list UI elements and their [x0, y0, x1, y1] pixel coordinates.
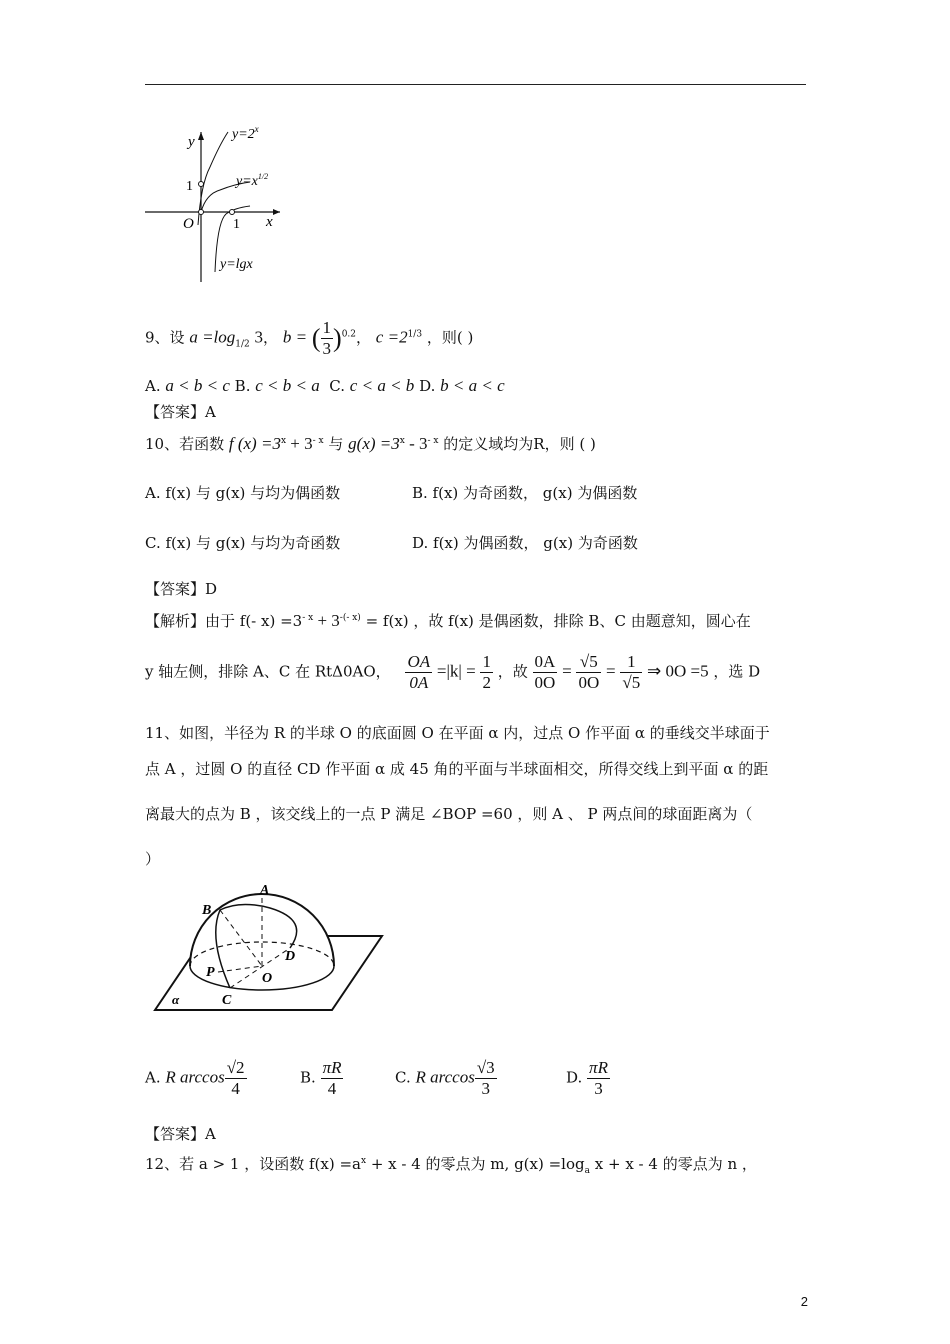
q11-line2: 点 A ，过圆 O 的直径 CD 作平面 α 成 45 角的平面与半球面相交，所得交线上到平面 α 的距 — [145, 760, 769, 778]
sqrt-curve-label: $y=x^{1/2}$ — [236, 172, 269, 189]
y-label: y — [188, 134, 195, 150]
q11-line4: ） — [145, 850, 161, 868]
point-0-1 — [199, 182, 204, 187]
q9-options: A. a < b < c B. c < b < a C. c < a < b D. b < a < c — [145, 376, 505, 395]
y-one-label: 1 — [186, 179, 193, 194]
point-origin — [199, 210, 204, 215]
svg-text:O: O — [262, 971, 273, 986]
hemisphere-figure — [150, 878, 390, 1018]
svg-text:A: A — [260, 883, 270, 898]
q11-options: A. R arccos $\frac{√2}{4}$ — [145, 1058, 245, 1098]
q9-answer: 【答案】A — [145, 403, 216, 421]
q11-line1: 11、如图，半径为 R 的半球 O 的底面圆 O 在平面 α 内，过点 O 作平面 α 的垂线交半球面于 — [145, 724, 770, 742]
q11-option-c: C. R arccos $\frac{√3}{3}$ — [395, 1058, 495, 1098]
page-number: 2 — [800, 1294, 808, 1309]
q10-analysis-line2: y 轴左侧，排除 A、C 在 RtΔ0AO， $\frac{OA}{0A}$ =|k| = $\frac{1}{2}$ ，故 $\frac{0A}{0O}$ = $\frac{√5}{0O}$ = $\frac{1}{√5}$ ⇒ 0O =5 ，选 D — [145, 652, 761, 692]
q10-option-d: D. f(x) 为偶函数， g(x) 为奇函数 — [412, 534, 638, 552]
q11-line3: 离最大的点为 B ，该交线上的一点 P 满足 ∠BOP =60 ，则 A 、 P 两点间的球面距离为（ — [145, 805, 753, 823]
exp-curve-label: $y=2^x$ — [232, 124, 259, 142]
q11-option-d: D. $\frac{\pi R}{3}$ — [566, 1058, 608, 1098]
y-axis-arrow-icon — [198, 132, 204, 140]
q11-answer: 【答案】A — [145, 1125, 216, 1143]
q10-stem: 10、若函数 f $(x) =3^x + 3^{- x}$ 与 $g(x) =3^x - 3^{- x}$ 的定义域均为R，则 ( ) — [145, 434, 596, 453]
q10-option-a: A. f(x) 与 g(x) 与均为偶函数 — [145, 484, 341, 502]
x-one-label: 1 — [233, 217, 240, 232]
log-curve-label: y=lgx — [220, 257, 253, 272]
svg-text:P: P — [206, 965, 215, 980]
q11-option-b: B. $\frac{\pi R}{4}$ — [300, 1058, 342, 1098]
q10-option-b: B. f(x) 为奇函数， g(x) 为偶函数 — [412, 484, 638, 502]
origin-label: O — [183, 216, 194, 232]
q9-stem: 9、设 $a =\log_{1/2}$ 3， b = ( $\frac{1}{3}$ )$^{0.2}$， $c =2^{1/3}$ ，则( ) — [145, 318, 474, 358]
b-fraction: $\frac{1}{3}$ — [322, 318, 332, 358]
svg-text:B: B — [202, 903, 212, 918]
svg-text:C: C — [222, 993, 232, 1008]
q10-answer: 【答案】D — [145, 580, 218, 598]
header-rule — [145, 84, 806, 85]
x-axis-arrow-icon — [273, 209, 280, 215]
function-graph — [140, 122, 290, 287]
q12-stem: 12、若 a > 1 ，设函数 $f(x) =a^x + x - 4$ 的零点为 m, $g(x) =\log_a$ x + x - 4 的零点为 n ， — [145, 1155, 757, 1176]
svg-text:α: α — [172, 992, 180, 1007]
q10-option-c: C. f(x) 与 g(x) 与均为奇函数 — [145, 534, 341, 552]
svg-text:D: D — [285, 949, 296, 964]
point-1-0 — [230, 210, 235, 215]
x-label: x — [266, 214, 273, 230]
q10-analysis-line1: 【解析】由于 f(- $x) =3^{- x} + 3^{-(- x)} = f(x)$ ，故 f(x) 是偶函数，排除 B、C 由题意知，圆心在 — [145, 611, 751, 630]
